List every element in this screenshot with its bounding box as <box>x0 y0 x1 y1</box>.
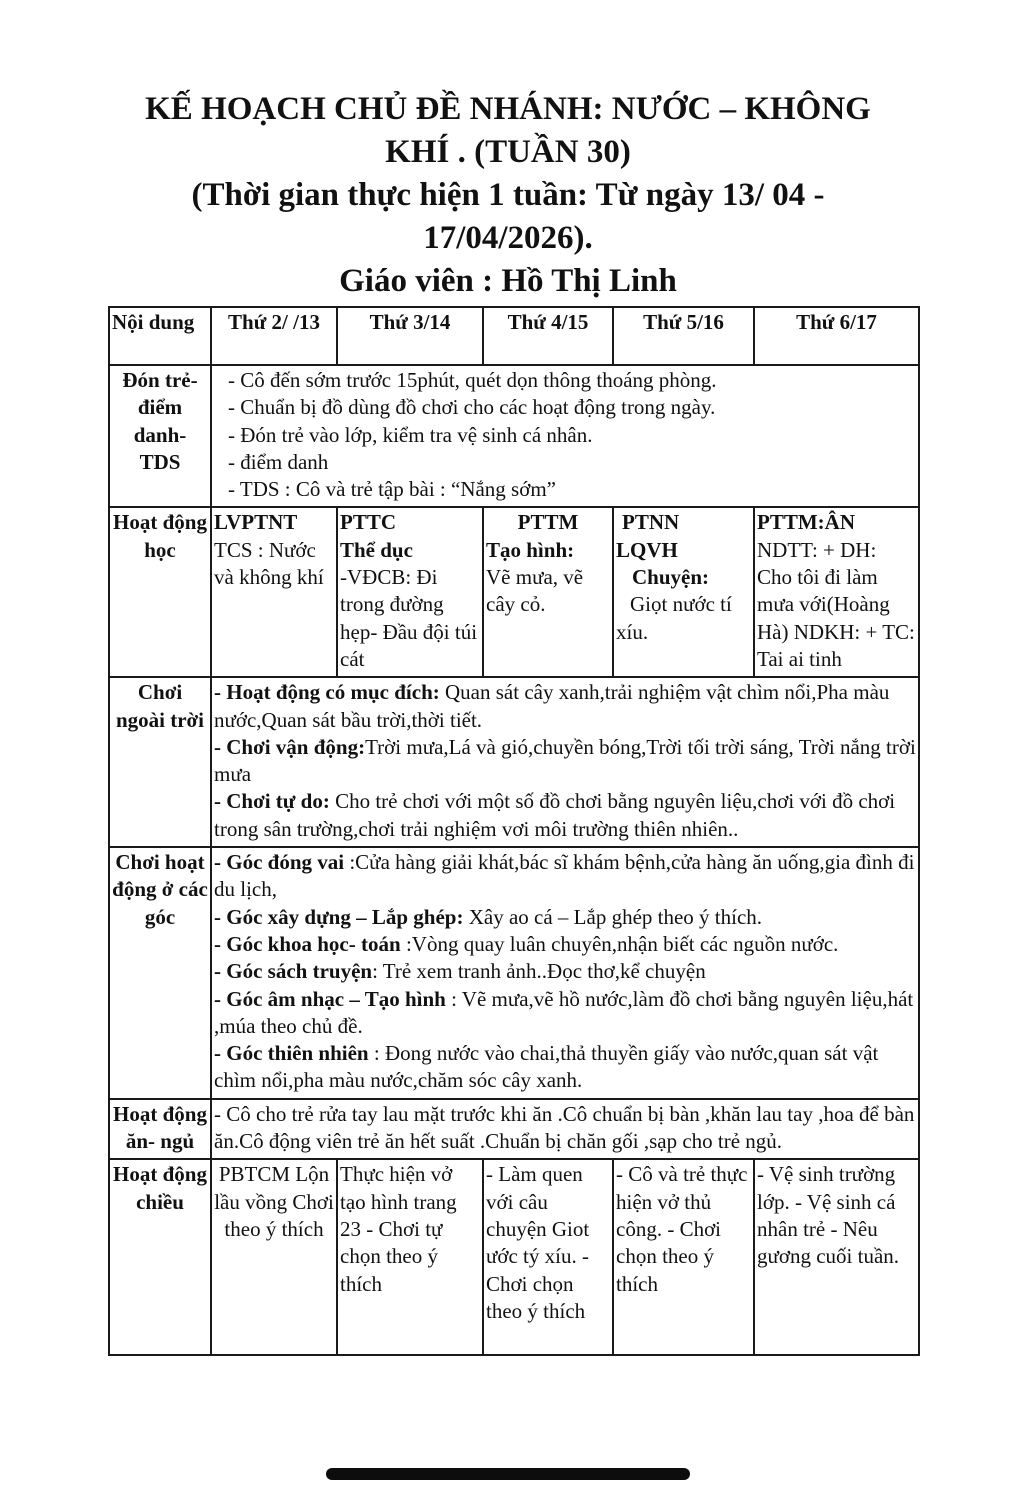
title-line-1: KẾ HOẠCH CHỦ ĐỀ NHÁNH: NƯỚC – KHÔNG <box>145 91 871 127</box>
hdh-wednesday-subtitle: Tạo hình: <box>486 537 575 562</box>
don-tre-line: - Đón trẻ vào lớp, kiểm tra vệ sinh cá nhân. <box>228 422 593 447</box>
weekly-plan-table <box>108 306 920 1356</box>
row-an-ngu <box>109 1099 919 1160</box>
hdh-thursday-subtitle: LQVH <box>616 537 678 562</box>
header-row <box>109 307 919 365</box>
item-label: - Chơi tự do: <box>214 789 330 814</box>
item-text: Quan sát cây xanh,trải nghiệm vật chìm nổi,Pha màu nước,Quan sát bầu trời,thời tiết. <box>214 680 890 732</box>
choi-ngoai-troi-item <box>214 679 916 734</box>
item-text: Trời mưa,Lá và gió,chuyền bóng,Trời tối trời sáng, Trời nắng trời mưa <box>214 734 916 787</box>
item-text: : Vẽ mưa,vẽ hồ nước,làm đồ chơi bằng nguyên liệu,hát ,múa theo chủ đề. <box>214 986 914 1038</box>
choi-ngoai-troi-item <box>214 788 916 843</box>
header-monday: Thứ 2/ /13 <box>211 307 337 365</box>
row-choi-goc <box>109 847 919 1099</box>
item-text: : Đong nước vào chai,thả thuyền giấy vào nước,quan sát vật chìm nổi,pha màu nước,chăm sóc cây xanh. <box>214 1041 879 1093</box>
goc-item <box>214 1040 916 1095</box>
chieu-tuesday: Thực hiện vở tạo hình trang 23 - Chơi tự chọn theo ý thích <box>337 1159 483 1355</box>
hdh-friday-text: NDTT: + DH: Cho tôi đi làm mưa với(Hoàng Hà) NDKH: + TC: Tai ai tinh <box>757 537 915 671</box>
hdh-monday-title: LVPTNT <box>214 510 298 535</box>
title-line-4: 17/04/2026). <box>423 220 593 256</box>
hdh-friday <box>754 507 919 677</box>
goc-item <box>214 986 916 1041</box>
item-text: : Trẻ xem tranh ảnh..Đọc thơ,kể chuyện <box>372 959 706 984</box>
goc-item <box>214 904 916 931</box>
choi-ngoai-troi-item <box>214 734 916 789</box>
row-label-chieu: Hoạt động chiều <box>109 1159 211 1355</box>
hdh-wednesday-title: PTTM <box>517 510 579 535</box>
row-label-don-tre: Đón trẻ- điểm danh- TDS <box>109 365 211 507</box>
title-line-3: (Thời gian thực hiện 1 tuần: Từ ngày 13/ 04 - <box>191 177 825 213</box>
row-label-choi-ngoai-troi: Chơi ngoài trời <box>109 677 211 847</box>
chieu-wednesday: - Làm quen với câu chuyện Giot ước tý xíu. - Chơi chọn theo ý thích <box>483 1159 613 1355</box>
hdh-thursday <box>613 507 754 677</box>
hdh-thursday-subtitle-2: Chuyện: <box>632 565 710 590</box>
item-text: :Vòng quay luân chuyên,nhận biết các nguồn nước. <box>400 931 839 956</box>
don-tre-line: - Cô đến sớm trước 15phút, quét dọn thông thoáng phòng. <box>228 368 717 392</box>
header-friday: Thứ 6/17 <box>754 307 919 365</box>
header-content-cell: Nội dung <box>109 307 211 365</box>
document-title <box>60 88 956 303</box>
item-label: - Góc khoa học- toán <box>214 931 401 956</box>
teacher-name: Giáo viên : Hồ Thị Linh <box>339 263 677 299</box>
item-text: Xây ao cá – Lắp ghép theo ý thích. <box>463 904 763 929</box>
row-label-hoat-dong-hoc: Hoạt động học <box>109 507 211 677</box>
goc-item <box>214 958 916 985</box>
hdh-wednesday <box>483 507 613 677</box>
goc-item <box>214 849 916 904</box>
header-thursday: Thứ 5/16 <box>613 307 754 365</box>
chieu-monday: PBTCM Lộn lầu vồng Chơi theo ý thích <box>211 1159 337 1355</box>
chieu-thursday: - Cô và trẻ thực hiện vở thủ công. - Chơi chọn theo ý thích <box>613 1159 754 1355</box>
row-label-choi-goc: Chơi hoạt động ở các góc <box>109 847 211 1099</box>
hdh-monday <box>211 507 337 677</box>
don-tre-line: - TDS : Cô và trẻ tập bài : “Nắng sớm” <box>228 477 556 502</box>
goc-item <box>214 931 916 958</box>
item-text: :Cửa hàng giải khát,bác sĩ khám bệnh,cửa hàng ăn uống,gia đình đi du lịch, <box>214 850 915 902</box>
don-tre-line: - Chuẩn bị đồ dùng đồ chơi cho các hoạt động trong ngày. <box>228 395 716 420</box>
home-indicator[interactable] <box>326 1468 690 1480</box>
row-label-an-ngu: Hoạt động ăn- ngủ <box>109 1099 211 1160</box>
item-label: - Góc đóng vai <box>214 850 345 875</box>
item-label: - Góc xây dựng – Lắp ghép: <box>214 904 464 929</box>
row-don-tre <box>109 365 919 507</box>
hdh-tuesday-title: PTTC <box>340 510 397 535</box>
item-label: - Góc sách truyện <box>214 959 373 984</box>
an-ngu-content: - Cô cho trẻ rửa tay lau mặt trước khi ăn .Cô chuẩn bị bàn ,khăn lau tay ,hoa để bàn ăn.Cô động viên trẻ ăn hết suất .Chuẩn bị chăn gối ,sạp cho trẻ ngủ. <box>211 1099 919 1160</box>
choi-ngoai-troi-content <box>211 677 919 847</box>
row-hoat-dong-chieu <box>109 1159 919 1355</box>
row-hoat-dong-hoc <box>109 507 919 677</box>
hdh-thursday-text: Giọt nước tí xíu. <box>616 592 732 644</box>
item-label: - Góc thiên nhiên <box>214 1041 369 1066</box>
header-tuesday: Thứ 3/14 <box>337 307 483 365</box>
don-tre-content <box>211 365 919 507</box>
hdh-monday-text: TCS : Nước và không khí <box>214 537 324 590</box>
hdh-tuesday <box>337 507 483 677</box>
choi-goc-content <box>211 847 919 1099</box>
hdh-friday-title: PTTM:ÂN <box>757 510 855 535</box>
hdh-wednesday-text: Vẽ mưa, vẽ cây cỏ. <box>486 565 584 617</box>
item-text: Cho trẻ chơi với một số đồ chơi bằng nguyên liệu,chơi với đồ chơi trong sân trường,chơi trải nghiệm vơi môi trường thiên nhiên.. <box>214 789 896 841</box>
item-label: - Hoạt động có mục đích: <box>214 680 440 705</box>
hdh-thursday-title: PTNN <box>622 510 680 535</box>
row-choi-ngoai-troi <box>109 677 919 847</box>
chieu-friday: - Vệ sinh trường lớp. - Vệ sinh cá nhân trẻ - Nêu gương cuối tuần. <box>754 1159 919 1355</box>
don-tre-line: - điểm danh <box>228 449 329 474</box>
item-label: - Chơi vận động: <box>214 734 366 759</box>
hdh-tuesday-subtitle: Thể dục <box>340 537 413 562</box>
header-wednesday: Thứ 4/15 <box>483 307 613 365</box>
title-line-2: KHÍ . (TUẦN 30) <box>385 134 631 170</box>
item-label: - Góc âm nhạc – Tạo hình <box>214 986 446 1011</box>
hdh-tuesday-text: -VĐCB: Đi trong đường hẹp- Đầu đội túi cát <box>340 565 478 671</box>
